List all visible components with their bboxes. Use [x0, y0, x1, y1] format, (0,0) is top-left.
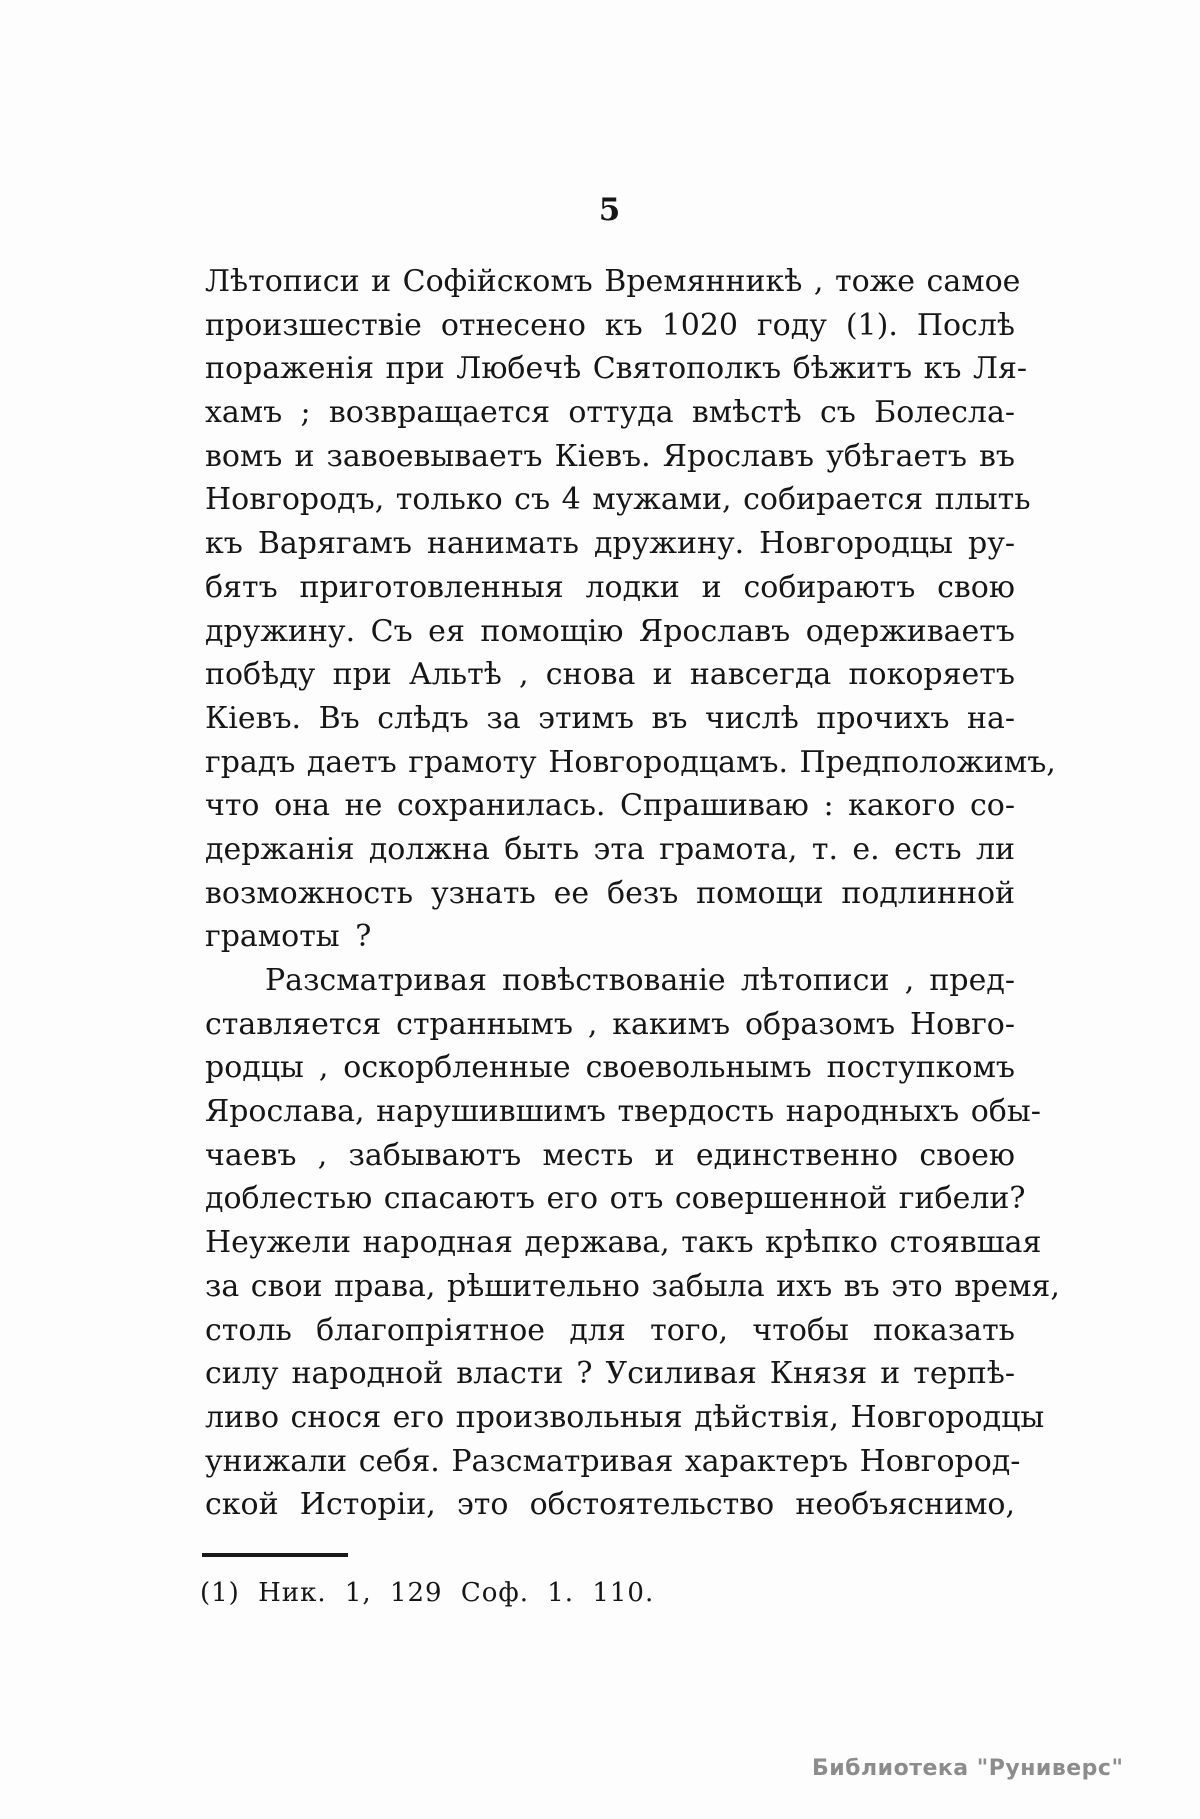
body-line: за свои права, рѣшительно забыла ихъ въ это время, [205, 1268, 1060, 1304]
page-number: 5 [598, 192, 622, 228]
body-line-paragraph-start: Разсматривая повѣствованіе лѣтописи , пред- [265, 963, 1015, 998]
body-line: пораженія при Любечѣ Святополкъ бѣжитъ къ Ля- [205, 351, 1028, 387]
body-line: чаевъ , забываютъ месть и единственно своею [205, 1137, 1015, 1173]
body-line: Новгородъ, только съ 4 мужами, собирается плыть [205, 482, 1031, 518]
body-line: силу народной власти ? Усиливая Князя и терпѣ- [205, 1356, 1015, 1392]
body-line: возможность узнать ее безъ помощи подлинной [205, 875, 1015, 911]
footnote-text: (1) Ник. 1, 129 Соф. 1. 110. [200, 1578, 655, 1608]
footnote-divider [202, 1553, 348, 1557]
body-line: градъ даетъ грамоту Новгородцамъ. Предположимъ, [205, 744, 1056, 780]
body-line: хамъ ; возвращается оттуда вмѣстѣ съ Болесла- [205, 395, 1015, 431]
body-line: держанія должна быть эта грамота, т. е. есть ли [205, 831, 1015, 867]
body-line: побѣду при Альтѣ , снова и навсегда покоряетъ [205, 657, 1015, 693]
body-line: родцы , оскорбленные своевольнымъ поступкомъ [205, 1050, 1015, 1086]
body-line: Неужели народная держава, такъ крѣпко стоявшая [205, 1225, 1042, 1261]
body-line: Ярослава, нарушившимъ твердость народныхъ обы- [205, 1094, 1041, 1130]
body-line: Кіевъ. Въ слѣдъ за этимъ въ числѣ прочихъ на- [205, 700, 1015, 736]
body-line: произшествіе отнесено къ 1020 году (1). Послѣ [205, 307, 1015, 343]
body-line: бятъ приготовленныя лодки и собираютъ свою [205, 569, 1015, 605]
library-watermark: Библиотека "Руниверс" [812, 1756, 1124, 1781]
body-line: вомъ и завоевываетъ Кіевъ. Ярославъ убѣгаетъ въ [205, 438, 1015, 474]
body-text-block [205, 260, 1060, 1527]
body-line: столь благопріятное для того, чтобы показать [205, 1312, 1015, 1348]
body-line: ской Исторіи, это обстоятельство необъяснимо, [205, 1487, 1015, 1523]
body-line: Лѣтописи и Софійскомъ Времянникѣ , тоже самое [205, 264, 1021, 299]
body-line-paragraph-end: грамоты ? [205, 919, 372, 955]
body-line: дружину. Съ ея помощію Ярославъ одерживаетъ [205, 613, 1015, 649]
body-line: что она не сохранилась. Спрашиваю : какого со- [205, 788, 1015, 824]
body-line: ставляется страннымъ , какимъ образомъ Новго- [205, 1006, 1015, 1042]
body-line: унижали себя. Разсматривая характеръ Новгород- [205, 1443, 1021, 1479]
body-line: къ Варягамъ нанимать дружину. Новгородцы ру- [205, 526, 1015, 562]
body-line: доблестью спасаютъ его отъ совершенной гибели? [205, 1181, 1026, 1217]
body-line: ливо снося его произвольныя дѣйствія, Новгородцы [205, 1399, 1045, 1435]
